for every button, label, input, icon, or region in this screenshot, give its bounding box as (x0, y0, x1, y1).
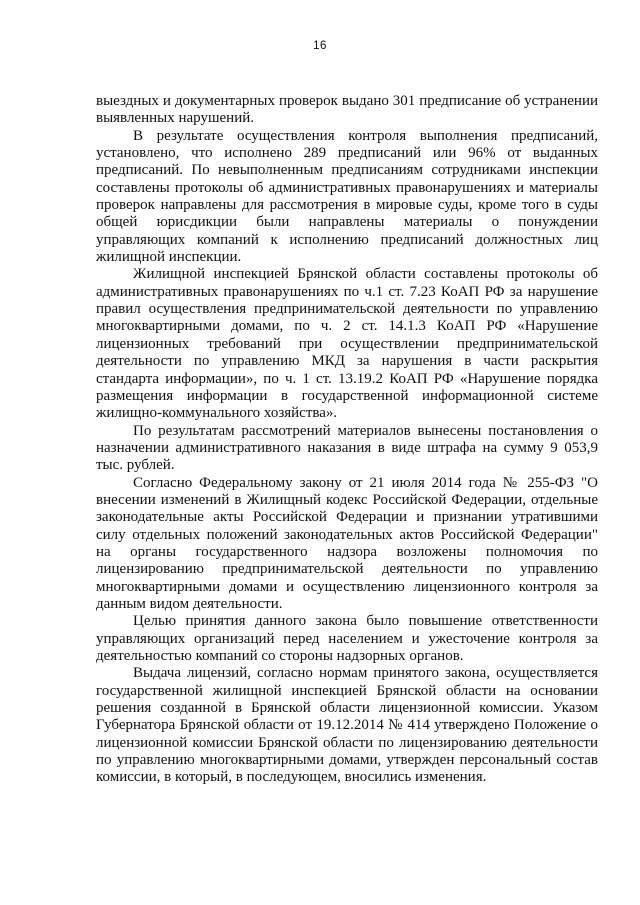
paragraph-federal-law: Согласно Федеральному закону от 21 июля 2014 года № 255-ФЗ "О внесении изменений в Жилищный кодекс Российской Федерации, отдельные законодательные акты Российской Федерации и признании утратившими силу отдельных положений законодательных актов Российской Федерации" на органы государственного надзора возложены полномочия по лицензированию предпринимательской деятельности по управлению многоквартирными домами и осуществлению лицензионного контроля за данным видом деятельности. (96, 474, 598, 612)
document-body (96, 93, 598, 787)
page-number: 16 (313, 40, 327, 52)
paragraph-protocols: Жилищной инспекцией Брянской области составлены протоколы об административных правонарушениях по ч.1 ст. 7.23 КоАП РФ за нарушение правил осуществления предпринимательской деятельности по управлению многоквартирными домами, по ч. 2 ст. 14.1.3 КоАП РФ «Нарушение лицензионных требований при осуществлении предпринимательской деятельности по управлению МКД за нарушения в части раскрытия стандарта информации», по ч. 1 ст. 13.19.2 КоАП РФ «Нарушение порядка размещения информации в государственной информационной системе жилищно-коммунального хозяйства». (96, 266, 598, 422)
paragraph-law-purpose: Целью принятия данного закона было повышение ответственности управляющих организаций перед населением и ужесточение контроля за деятельностью компаний со стороны надзорных органов. (96, 613, 598, 664)
paragraph-fines: По результатам рассмотрений материалов вынесены постановления о назначении административного наказания в виде штрафа на сумму 9 053,9 тыс. рублей. (96, 422, 598, 474)
paragraph-continuation: выездных и документарных проверок выдано 301 предписание об устранении выявленных нарушений. (96, 93, 598, 127)
paragraph-prescriptions-control: В результате осуществления контроля выполнения предписаний, установлено, что исполнено 289 предписаний или 96% от выданных предписаний. По невыполненным предписаниям сотрудниками инспекции составлены протоколы об административных правонарушениях и материалы проверок направлены для рассмотрения в мировые суды, кроме того в суды общей юрисдикции были направлены материалы о понуждении управляющих компаний к исполнению предписаний должностных лиц жилищной инспекции. (96, 127, 598, 266)
paragraph-licensing: Выдача лицензий, согласно нормам принятого закона, осуществляется государственной жилищной инспекцией Брянской области на основании решения созданной в Брянской области лицензионной комиссии. Указом Губернатора Брянской области от 19.12.2014 № 414 утверждено Положение о лицензионной комиссии Брянской области по лицензированию деятельности по управлению многоквартирными домами, утвержден персональный состав комиссии, в который, в последующем, вносились изменения. (96, 665, 598, 786)
